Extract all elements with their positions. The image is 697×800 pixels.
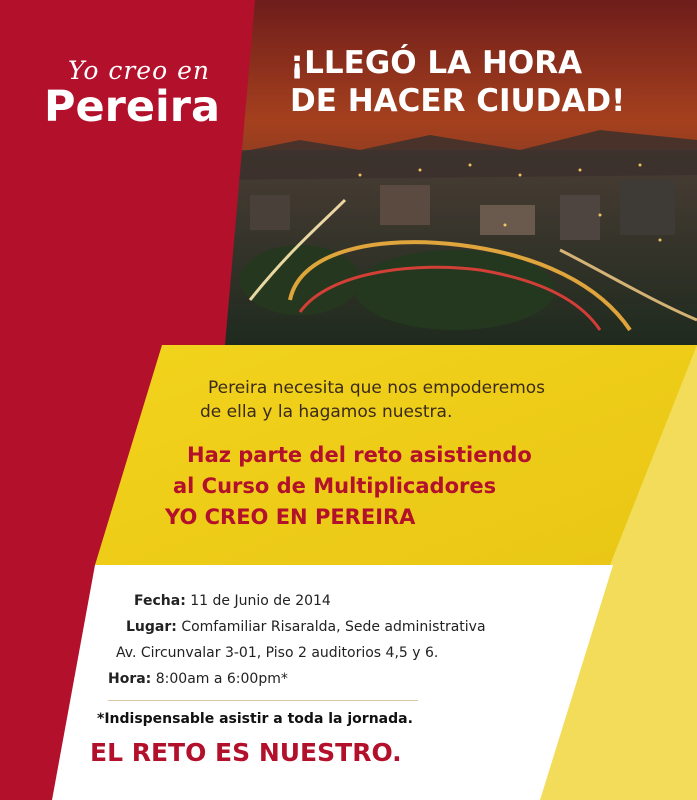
headline-line-1: ¡LLEGÓ LA HORA [290, 45, 583, 81]
cta-line-3: YO CREO EN PEREIRA [165, 505, 416, 529]
date-value: 11 de Junio de 2014 [190, 593, 331, 609]
cta-line-2: al Curso de Multiplicadores [173, 474, 497, 498]
intro-text [200, 376, 545, 424]
call-to-action [165, 440, 532, 533]
slogan: EL RETO ES NUESTRO. [90, 738, 402, 767]
divider [108, 700, 418, 701]
detail-time-row [108, 666, 486, 692]
detail-place-row [126, 614, 486, 640]
cta-line-1: Haz parte del reto asistiendo [187, 443, 532, 467]
headline [290, 44, 625, 120]
detail-date-row [134, 588, 486, 614]
headline-line-2: DE HACER CIUDAD! [290, 83, 626, 119]
logo-wordmark: Pereira [44, 82, 221, 132]
event-details [108, 588, 486, 692]
attendance-note: *Indispensable asistir a toda la jornada. [97, 711, 413, 727]
place-label: Lugar: [126, 619, 177, 635]
place-value: Comfamiliar Risaralda, Sede administrativa [181, 619, 486, 635]
logo-script-text: Yo creo en [68, 56, 210, 85]
time-label: Hora: [108, 671, 152, 687]
time-value: 8:00am a 6:00pm* [155, 671, 288, 687]
date-label: Fecha: [134, 593, 186, 609]
intro-line-1: Pereira necesita que nos empoderemos [208, 378, 546, 398]
detail-address: Av. Circunvalar 3-01, Piso 2 auditorios 4,5 y 6. [116, 645, 439, 661]
intro-line-2: de ella y la hagamos nuestra. [200, 402, 453, 422]
